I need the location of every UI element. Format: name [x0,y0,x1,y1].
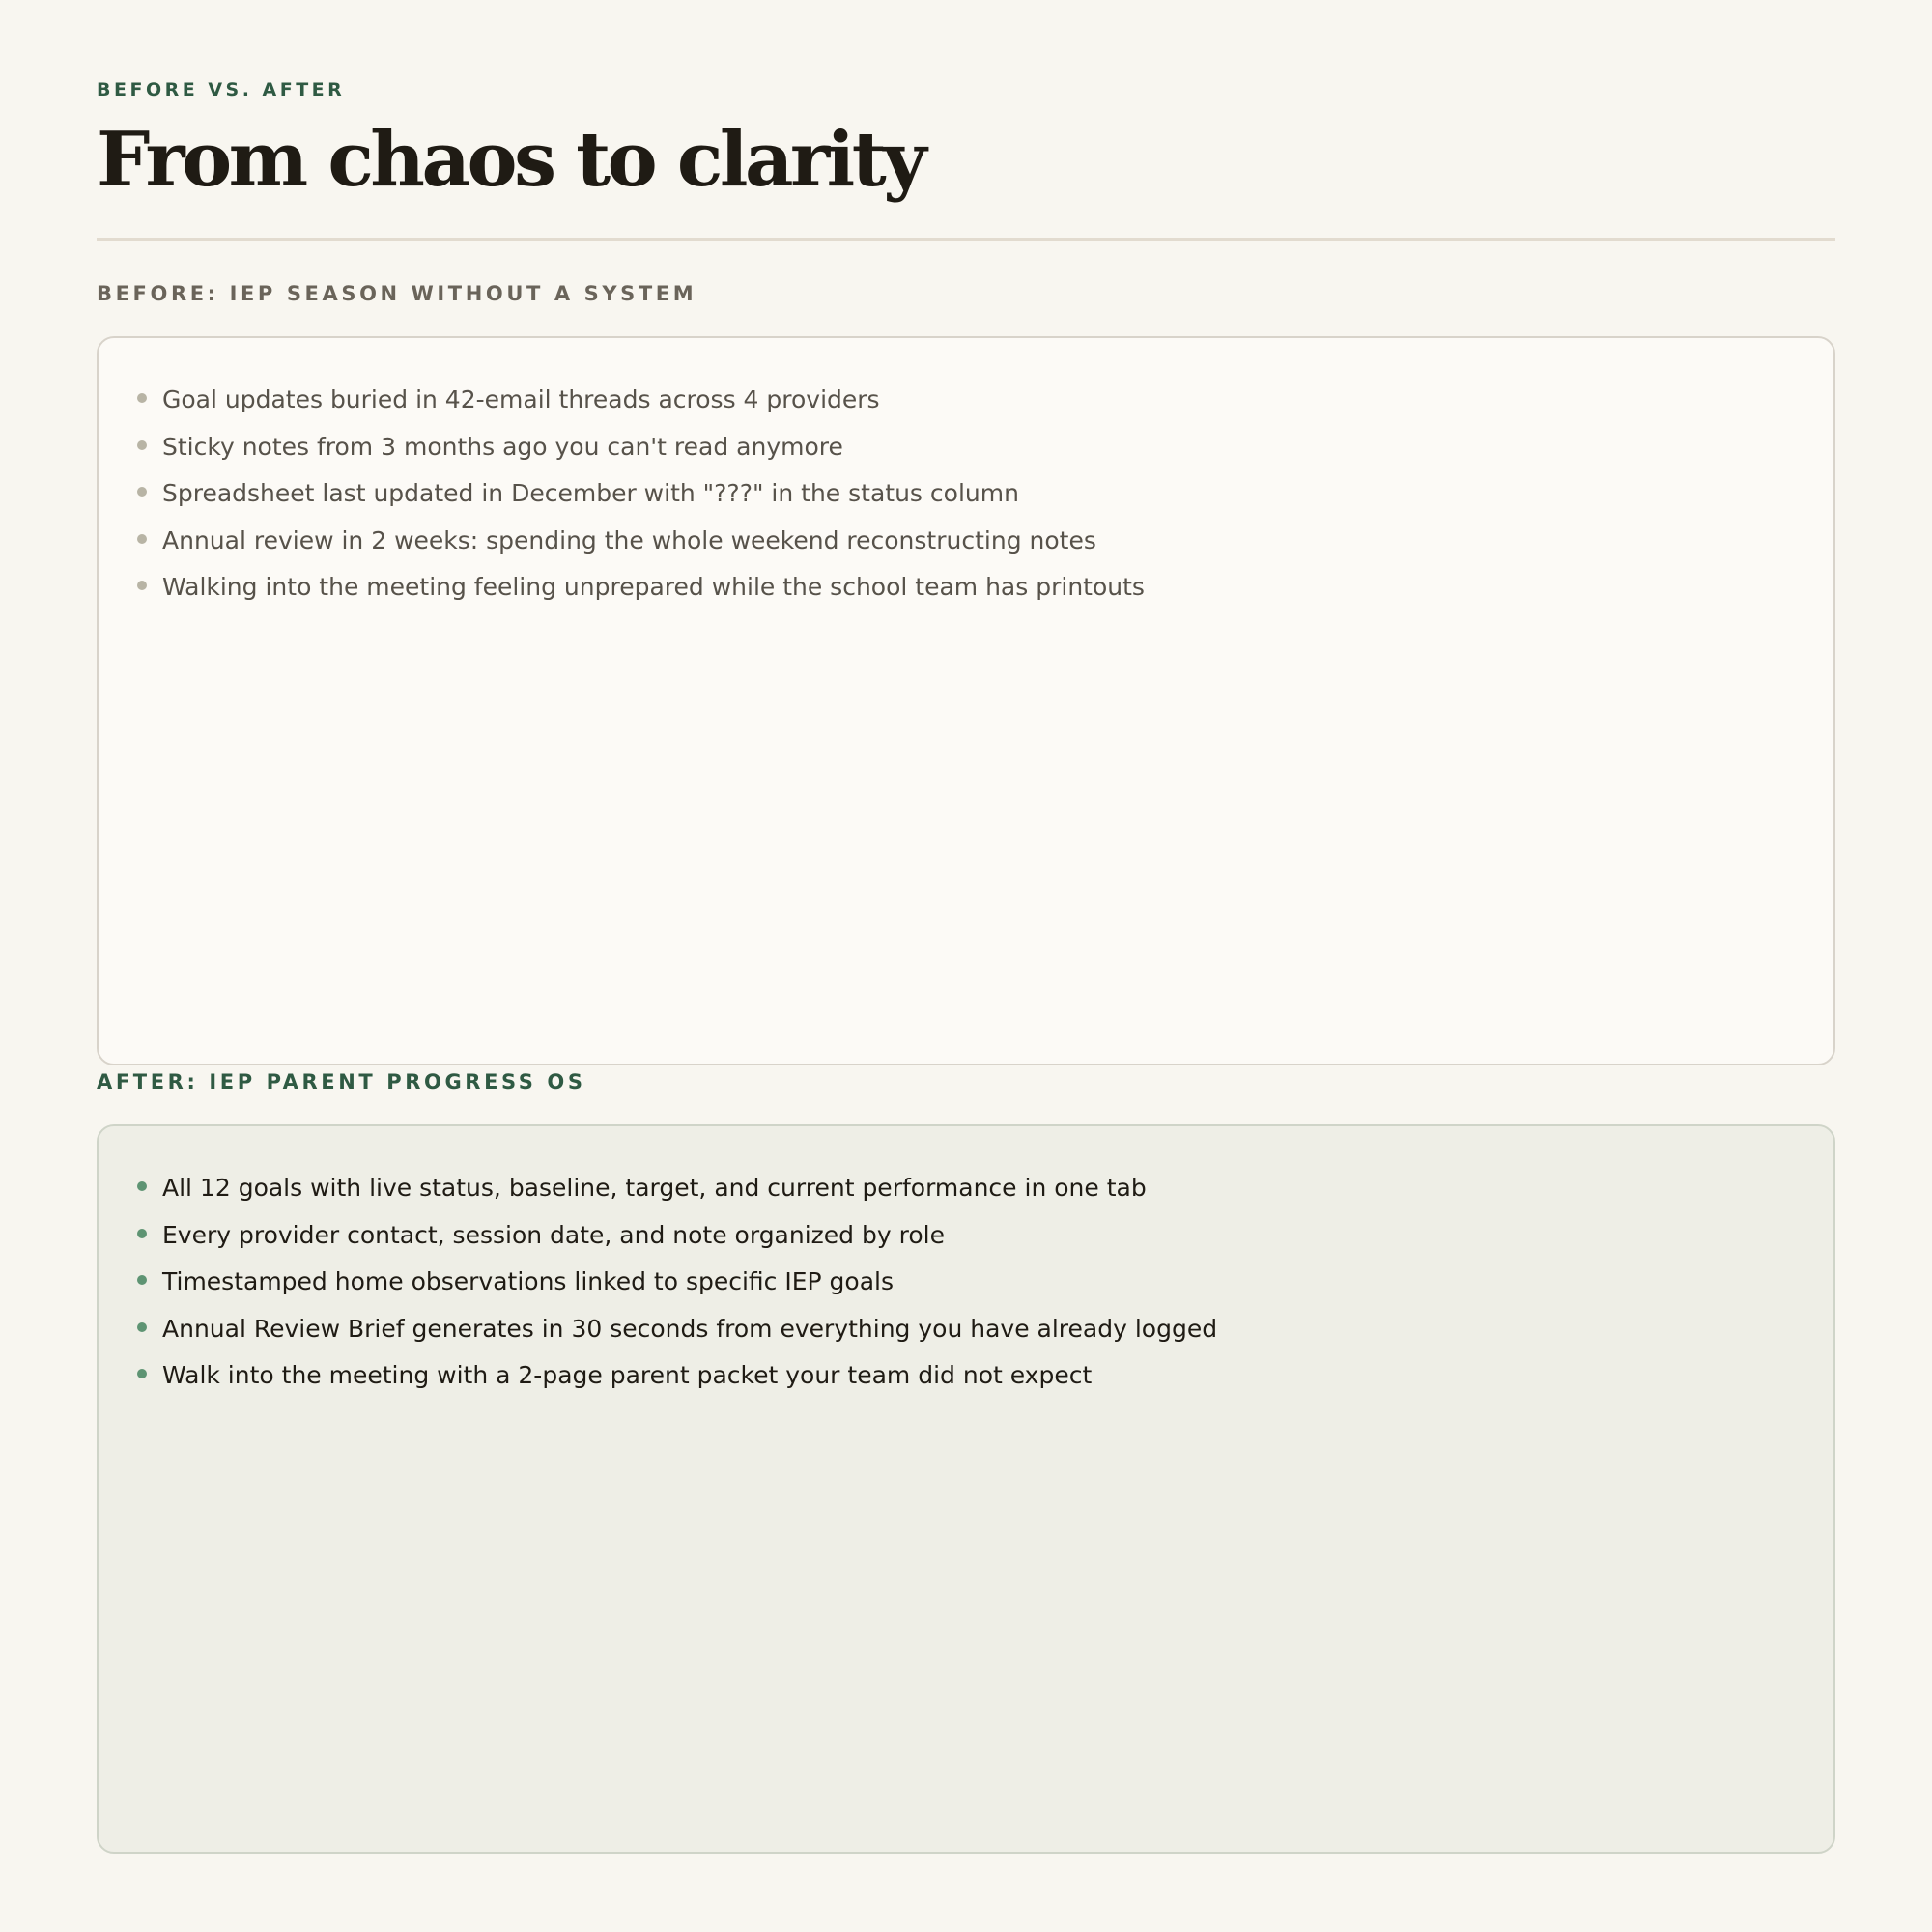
before-section-label: BEFORE: IEP SEASON WITHOUT A SYSTEM [97,282,697,305]
list-item-text: Walking into the meeting feeling unprepared while the school team has printouts [162,573,1145,601]
bullet-icon [137,1369,147,1378]
bullet-icon [137,440,147,450]
bullet-icon [137,1275,147,1285]
after-section-label: AFTER: IEP PARENT PROGRESS OS [97,1070,586,1094]
list-item [137,424,1795,471]
list-item-text: Timestamped home observations linked to specific IEP goals [162,1267,895,1295]
list-item-text: Sticky notes from 3 months ago you can't read anymore [162,432,843,461]
list-item-text: Walk into the meeting with a 2-page parent packet your team did not expect [162,1361,1093,1389]
after-panel [97,1124,1835,1854]
list-item [137,564,1795,611]
list-item [137,377,1795,424]
eyebrow-label: BEFORE VS. AFTER [97,79,346,100]
list-item-text: All 12 goals with live status, baseline, target, and current performance in one tab [162,1174,1147,1202]
bullet-icon [137,581,147,590]
before-panel [97,336,1835,1065]
comparison-page [97,0,1835,1932]
list-item [137,470,1795,518]
list-item [137,1259,1795,1306]
after-list [137,1165,1795,1400]
list-item [137,1352,1795,1400]
bullet-icon [137,1181,147,1191]
before-list [137,377,1795,611]
bullet-icon [137,487,147,497]
list-item [137,1165,1795,1212]
list-item-text: Goal updates buried in 42-email threads across 4 providers [162,385,880,413]
bullet-icon [137,534,147,544]
list-item-text: Annual Review Brief generates in 30 seconds from everything you have already logged [162,1314,1218,1343]
list-item-text: Every provider contact, session date, and note organized by role [162,1220,945,1249]
list-item [137,1212,1795,1260]
bullet-icon [137,1229,147,1238]
list-item-text: Annual review in 2 weeks: spending the whole weekend reconstructing notes [162,526,1096,554]
page-title: From chaos to clarity [97,116,924,204]
bullet-icon [137,393,147,403]
list-item-text: Spreadsheet last updated in December with "???" in the status column [162,479,1019,507]
bullet-icon [137,1322,147,1332]
header-divider [97,238,1835,241]
list-item [137,518,1795,565]
list-item [137,1306,1795,1353]
